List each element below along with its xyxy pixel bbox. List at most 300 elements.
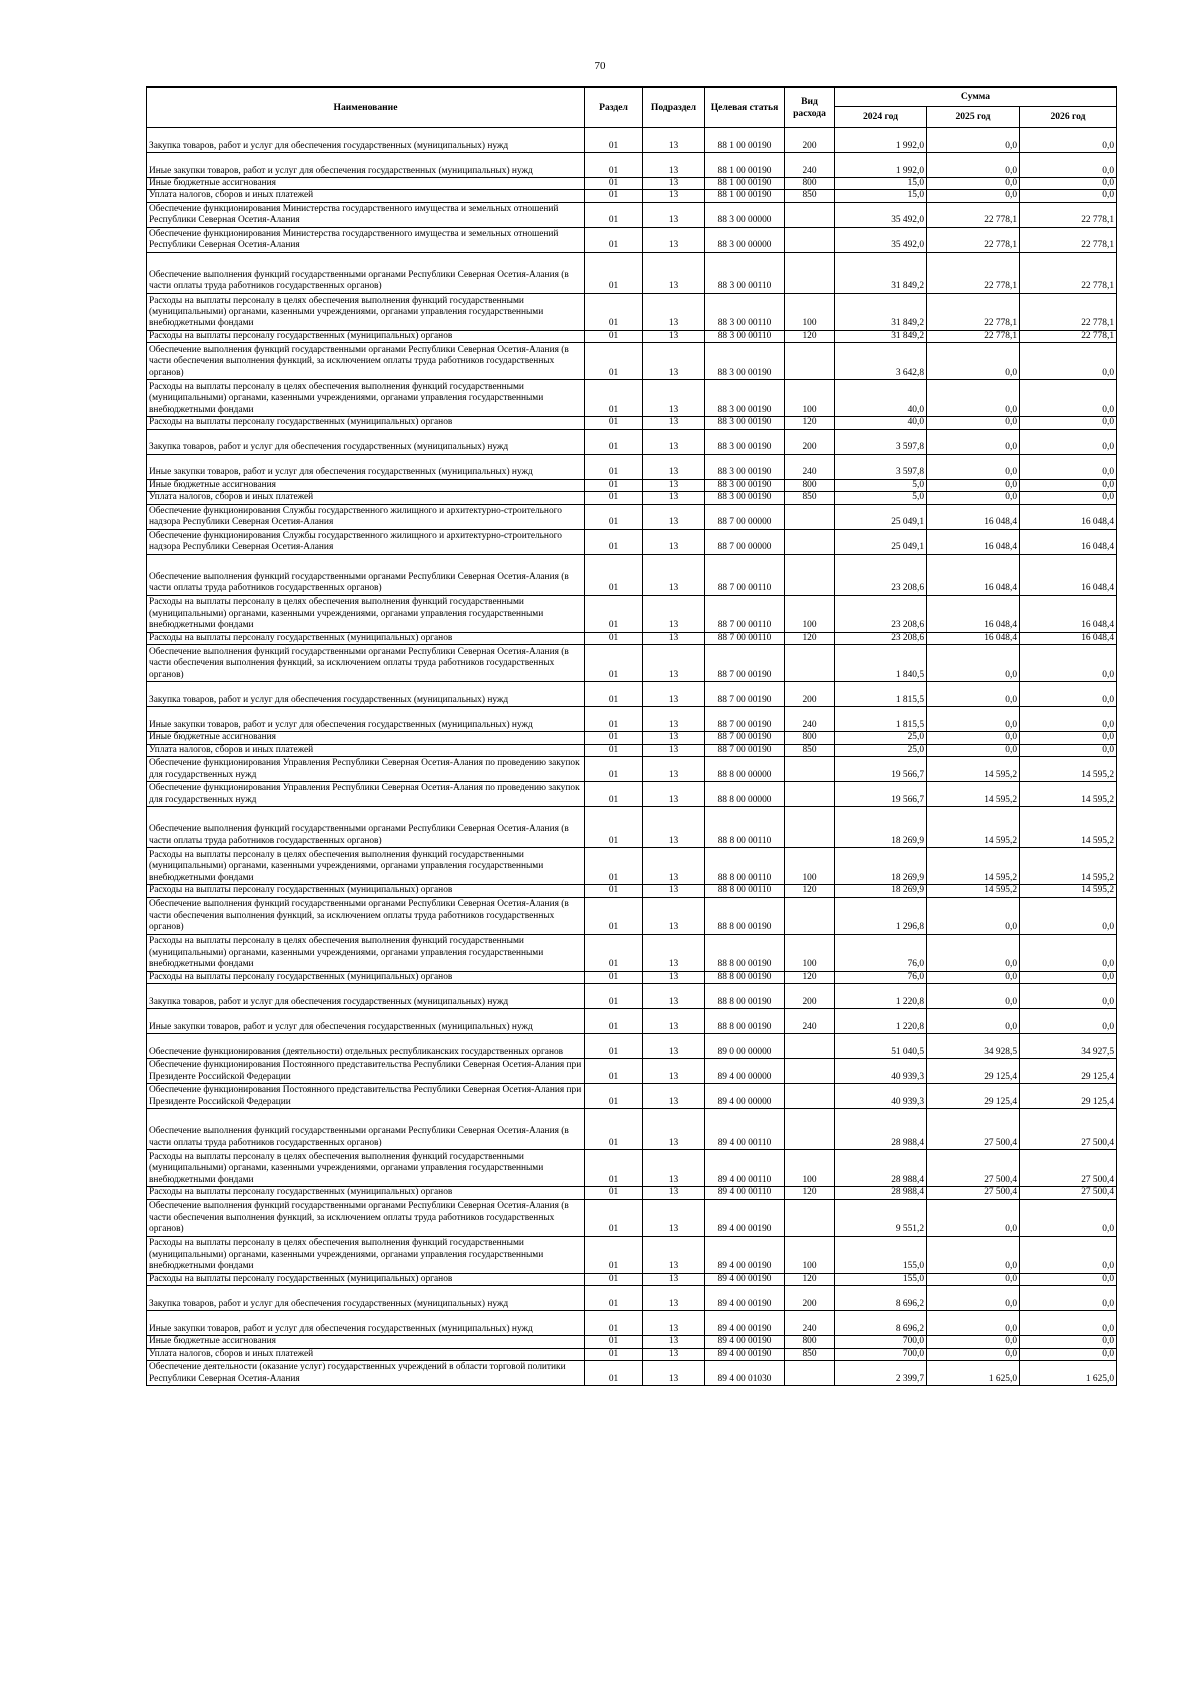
cell-subsection: 13 bbox=[643, 293, 705, 330]
cell-2024: 23 208,6 bbox=[835, 595, 927, 632]
cell-2024: 2 399,7 bbox=[835, 1361, 927, 1386]
table-row bbox=[147, 848, 1117, 885]
cell-2026: 0,0 bbox=[1020, 645, 1117, 682]
cell-subsection: 13 bbox=[643, 202, 705, 227]
cell-target: 88 7 00 00190 bbox=[705, 682, 785, 707]
cell-target: 89 4 00 01030 bbox=[705, 1361, 785, 1386]
table-row bbox=[147, 934, 1117, 971]
cell-name: Расходы на выплаты персоналу в целях обеспечения выполнения функций государственными (муниципальными) органами, казенными учреждениями, органами управления государственными внебюджетными фондами bbox=[147, 595, 585, 632]
cell-target: 89 4 00 00000 bbox=[705, 1059, 785, 1084]
table-row bbox=[147, 529, 1117, 554]
cell-target: 88 8 00 00110 bbox=[705, 848, 785, 885]
cell-kind: 100 bbox=[785, 293, 835, 330]
cell-2026: 0,0 bbox=[1020, 1311, 1117, 1336]
cell-subsection: 13 bbox=[643, 848, 705, 885]
cell-kind: 120 bbox=[785, 330, 835, 342]
cell-target: 88 3 00 00110 bbox=[705, 293, 785, 330]
cell-name: Обеспечение выполнения функций государственными органами Республики Северная Осетия-Алания (в части обеспечения выполнения функций, за исключением оплаты труда работников государственных органов) bbox=[147, 645, 585, 682]
cell-kind: 120 bbox=[785, 971, 835, 983]
cell-target: 89 4 00 00190 bbox=[705, 1273, 785, 1285]
cell-2025: 14 595,2 bbox=[927, 848, 1020, 885]
cell-2026: 22 778,1 bbox=[1020, 227, 1117, 252]
cell-subsection: 13 bbox=[643, 1273, 705, 1285]
cell-subsection: 13 bbox=[643, 504, 705, 529]
cell-2025: 0,0 bbox=[927, 645, 1020, 682]
cell-subsection: 13 bbox=[643, 330, 705, 342]
cell-kind: 200 bbox=[785, 682, 835, 707]
cell-name: Расходы на выплаты персоналу в целях обеспечения выполнения функций государственными (муниципальными) органами, казенными учреждениями, органами управления государственными внебюджетными фондами bbox=[147, 1150, 585, 1187]
cell-target: 88 3 00 00000 bbox=[705, 227, 785, 252]
cell-2025: 16 048,4 bbox=[927, 504, 1020, 529]
cell-2026: 14 595,2 bbox=[1020, 807, 1117, 848]
cell-name: Расходы на выплаты персоналу государственных (муниципальных) органов bbox=[147, 632, 585, 644]
cell-target: 89 4 00 00190 bbox=[705, 1199, 785, 1236]
cell-kind bbox=[785, 504, 835, 529]
cell-2025: 0,0 bbox=[927, 707, 1020, 732]
cell-kind: 240 bbox=[785, 707, 835, 732]
cell-subsection: 13 bbox=[643, 1009, 705, 1034]
cell-2024: 28 988,4 bbox=[835, 1109, 927, 1150]
cell-2024: 9 551,2 bbox=[835, 1199, 927, 1236]
cell-2026: 27 500,4 bbox=[1020, 1187, 1117, 1199]
cell-subsection: 13 bbox=[643, 984, 705, 1009]
cell-2026: 0,0 bbox=[1020, 744, 1117, 756]
cell-subsection: 13 bbox=[643, 153, 705, 178]
cell-kind: 240 bbox=[785, 454, 835, 479]
header-2025: 2025 год bbox=[927, 107, 1020, 128]
cell-name: Расходы на выплаты персоналу государственных (муниципальных) органов bbox=[147, 330, 585, 342]
cell-subsection: 13 bbox=[643, 1336, 705, 1348]
cell-name: Обеспечение функционирования (деятельности) отдельных республиканских государственных органов bbox=[147, 1034, 585, 1059]
cell-2024: 1 840,5 bbox=[835, 645, 927, 682]
cell-subsection: 13 bbox=[643, 682, 705, 707]
cell-target: 88 7 00 00190 bbox=[705, 707, 785, 732]
cell-kind bbox=[785, 554, 835, 595]
cell-kind: 800 bbox=[785, 178, 835, 190]
cell-2024: 25 049,1 bbox=[835, 504, 927, 529]
cell-name: Обеспечение функционирования Постоянного представительства Республики Северная Осетия-Алания при Президенте Российской Федерации bbox=[147, 1084, 585, 1109]
cell-target: 89 4 00 00110 bbox=[705, 1109, 785, 1150]
cell-subsection: 13 bbox=[643, 1059, 705, 1084]
cell-name: Обеспечение выполнения функций государственными органами Республики Северная Осетия-Алания (в части оплаты труда работников государственных органов) bbox=[147, 252, 585, 293]
cell-2024: 1 220,8 bbox=[835, 1009, 927, 1034]
cell-kind: 800 bbox=[785, 732, 835, 744]
cell-2024: 3 597,8 bbox=[835, 429, 927, 454]
cell-2026: 0,0 bbox=[1020, 429, 1117, 454]
cell-name: Иные бюджетные ассигнования bbox=[147, 178, 585, 190]
table-row bbox=[147, 1109, 1117, 1150]
cell-section: 01 bbox=[585, 1059, 643, 1084]
cell-name: Расходы на выплаты персоналу государственных (муниципальных) органов bbox=[147, 971, 585, 983]
cell-2025: 0,0 bbox=[927, 971, 1020, 983]
cell-2026: 1 625,0 bbox=[1020, 1361, 1117, 1386]
cell-2026: 0,0 bbox=[1020, 1273, 1117, 1285]
cell-target: 89 4 00 00190 bbox=[705, 1336, 785, 1348]
cell-2026: 16 048,4 bbox=[1020, 554, 1117, 595]
cell-name: Обеспечение функционирования Управления Республики Северная Осетия-Алания по проведению закупок для государственных нужд bbox=[147, 757, 585, 782]
cell-target: 88 3 00 00110 bbox=[705, 252, 785, 293]
cell-target: 89 4 00 00190 bbox=[705, 1311, 785, 1336]
table-row bbox=[147, 595, 1117, 632]
cell-name: Иные закупки товаров, работ и услуг для обеспечения государственных (муниципальных) нужд bbox=[147, 1009, 585, 1034]
table-row bbox=[147, 128, 1117, 153]
cell-kind: 100 bbox=[785, 595, 835, 632]
cell-name: Обеспечение функционирования Министерства государственного имущества и земельных отношений Республики Северная Осетия-Алания bbox=[147, 202, 585, 227]
cell-subsection: 13 bbox=[643, 1109, 705, 1150]
table-row bbox=[147, 1187, 1117, 1199]
cell-2024: 19 566,7 bbox=[835, 782, 927, 807]
cell-2024: 1 296,8 bbox=[835, 897, 927, 934]
cell-target: 89 0 00 00000 bbox=[705, 1034, 785, 1059]
table-row bbox=[147, 252, 1117, 293]
header-kind: Вид расхода bbox=[785, 87, 835, 128]
cell-kind: 120 bbox=[785, 417, 835, 429]
cell-2026: 0,0 bbox=[1020, 178, 1117, 190]
cell-section: 01 bbox=[585, 454, 643, 479]
cell-target: 88 7 00 00000 bbox=[705, 529, 785, 554]
cell-subsection: 13 bbox=[643, 227, 705, 252]
cell-name: Обеспечение выполнения функций государственными органами Республики Северная Осетия-Алания (в части обеспечения выполнения функций, за исключением оплаты труда работников государственных органов) bbox=[147, 343, 585, 380]
cell-kind bbox=[785, 807, 835, 848]
header-name: Наименование bbox=[147, 87, 585, 128]
cell-subsection: 13 bbox=[643, 190, 705, 202]
cell-kind: 120 bbox=[785, 1187, 835, 1199]
cell-2026: 0,0 bbox=[1020, 492, 1117, 504]
table-row bbox=[147, 707, 1117, 732]
cell-2024: 25,0 bbox=[835, 744, 927, 756]
cell-name: Обеспечение выполнения функций государственными органами Республики Северная Осетия-Алания (в части оплаты труда работников государственных органов) bbox=[147, 1109, 585, 1150]
cell-section: 01 bbox=[585, 1199, 643, 1236]
table-row bbox=[147, 757, 1117, 782]
cell-subsection: 13 bbox=[643, 1286, 705, 1311]
cell-2026: 0,0 bbox=[1020, 934, 1117, 971]
cell-2025: 0,0 bbox=[927, 178, 1020, 190]
cell-subsection: 13 bbox=[643, 479, 705, 491]
cell-2026: 0,0 bbox=[1020, 417, 1117, 429]
cell-target: 88 7 00 00190 bbox=[705, 732, 785, 744]
cell-kind: 200 bbox=[785, 429, 835, 454]
cell-section: 01 bbox=[585, 227, 643, 252]
cell-section: 01 bbox=[585, 190, 643, 202]
cell-2024: 40 939,3 bbox=[835, 1084, 927, 1109]
cell-kind bbox=[785, 1034, 835, 1059]
cell-name: Иные бюджетные ассигнования bbox=[147, 1336, 585, 1348]
cell-name: Обеспечение выполнения функций государственными органами Республики Северная Осетия-Алания (в части оплаты труда работников государственных органов) bbox=[147, 807, 585, 848]
cell-2024: 5,0 bbox=[835, 479, 927, 491]
cell-2025: 0,0 bbox=[927, 984, 1020, 1009]
cell-subsection: 13 bbox=[643, 554, 705, 595]
cell-name: Расходы на выплаты персоналу государственных (муниципальных) органов bbox=[147, 417, 585, 429]
cell-name: Закупка товаров, работ и услуг для обеспечения государственных (муниципальных) нужд bbox=[147, 984, 585, 1009]
cell-name: Иные закупки товаров, работ и услуг для обеспечения государственных (муниципальных) нужд bbox=[147, 454, 585, 479]
cell-2025: 16 048,4 bbox=[927, 632, 1020, 644]
cell-2026: 0,0 bbox=[1020, 707, 1117, 732]
cell-section: 01 bbox=[585, 178, 643, 190]
cell-2025: 0,0 bbox=[927, 429, 1020, 454]
table-row bbox=[147, 1348, 1117, 1360]
cell-2024: 3 642,8 bbox=[835, 343, 927, 380]
cell-kind: 800 bbox=[785, 479, 835, 491]
cell-name: Обеспечение функционирования Постоянного представительства Республики Северная Осетия-Алания при Президенте Российской Федерации bbox=[147, 1059, 585, 1084]
cell-2024: 8 696,2 bbox=[835, 1311, 927, 1336]
table-row bbox=[147, 632, 1117, 644]
cell-section: 01 bbox=[585, 732, 643, 744]
table-row bbox=[147, 1059, 1117, 1084]
cell-target: 88 8 00 00190 bbox=[705, 984, 785, 1009]
cell-target: 88 8 00 00110 bbox=[705, 885, 785, 897]
table-header bbox=[147, 87, 1117, 128]
cell-name: Расходы на выплаты персоналу в целях обеспечения выполнения функций государственными (муниципальными) органами, казенными учреждениями, органами управления государственными внебюджетными фондами bbox=[147, 848, 585, 885]
cell-section: 01 bbox=[585, 330, 643, 342]
cell-subsection: 13 bbox=[643, 1034, 705, 1059]
table-row bbox=[147, 504, 1117, 529]
cell-2024: 31 849,2 bbox=[835, 252, 927, 293]
cell-target: 88 8 00 00190 bbox=[705, 897, 785, 934]
cell-target: 88 7 00 00190 bbox=[705, 744, 785, 756]
table-row bbox=[147, 190, 1117, 202]
cell-2025: 0,0 bbox=[927, 897, 1020, 934]
cell-subsection: 13 bbox=[643, 128, 705, 153]
table-row bbox=[147, 227, 1117, 252]
cell-2025: 22 778,1 bbox=[927, 293, 1020, 330]
cell-2026: 0,0 bbox=[1020, 682, 1117, 707]
cell-2024: 23 208,6 bbox=[835, 554, 927, 595]
cell-2026: 22 778,1 bbox=[1020, 330, 1117, 342]
table-row bbox=[147, 202, 1117, 227]
cell-2024: 31 849,2 bbox=[835, 330, 927, 342]
cell-name: Закупка товаров, работ и услуг для обеспечения государственных (муниципальных) нужд bbox=[147, 682, 585, 707]
cell-2025: 16 048,4 bbox=[927, 595, 1020, 632]
cell-section: 01 bbox=[585, 782, 643, 807]
cell-subsection: 13 bbox=[643, 1199, 705, 1236]
cell-2026: 0,0 bbox=[1020, 128, 1117, 153]
cell-2024: 15,0 bbox=[835, 178, 927, 190]
cell-section: 01 bbox=[585, 744, 643, 756]
cell-2025: 0,0 bbox=[927, 417, 1020, 429]
cell-subsection: 13 bbox=[643, 632, 705, 644]
cell-section: 01 bbox=[585, 202, 643, 227]
cell-name: Иные закупки товаров, работ и услуг для обеспечения государственных (муниципальных) нужд bbox=[147, 153, 585, 178]
cell-2026: 0,0 bbox=[1020, 454, 1117, 479]
cell-2024: 18 269,9 bbox=[835, 807, 927, 848]
cell-section: 01 bbox=[585, 417, 643, 429]
cell-2026: 0,0 bbox=[1020, 153, 1117, 178]
cell-kind bbox=[785, 343, 835, 380]
cell-target: 88 7 00 00110 bbox=[705, 632, 785, 644]
cell-target: 88 7 00 00110 bbox=[705, 595, 785, 632]
cell-2025: 0,0 bbox=[927, 479, 1020, 491]
cell-subsection: 13 bbox=[643, 1361, 705, 1386]
cell-kind: 120 bbox=[785, 885, 835, 897]
cell-2025: 29 125,4 bbox=[927, 1084, 1020, 1109]
cell-2025: 0,0 bbox=[927, 1273, 1020, 1285]
cell-target: 89 4 00 00110 bbox=[705, 1150, 785, 1187]
cell-2026: 0,0 bbox=[1020, 479, 1117, 491]
cell-2025: 0,0 bbox=[927, 454, 1020, 479]
cell-2025: 0,0 bbox=[927, 1348, 1020, 1360]
cell-target: 88 3 00 00110 bbox=[705, 330, 785, 342]
table-row bbox=[147, 1084, 1117, 1109]
cell-target: 88 3 00 00190 bbox=[705, 454, 785, 479]
cell-subsection: 13 bbox=[643, 897, 705, 934]
cell-name: Закупка товаров, работ и услуг для обеспечения государственных (муниципальных) нужд bbox=[147, 1286, 585, 1311]
cell-target: 88 1 00 00190 bbox=[705, 153, 785, 178]
cell-2024: 1 992,0 bbox=[835, 153, 927, 178]
cell-kind: 240 bbox=[785, 1311, 835, 1336]
cell-2025: 14 595,2 bbox=[927, 757, 1020, 782]
cell-section: 01 bbox=[585, 757, 643, 782]
cell-2026: 22 778,1 bbox=[1020, 252, 1117, 293]
cell-subsection: 13 bbox=[643, 757, 705, 782]
cell-kind: 850 bbox=[785, 1348, 835, 1360]
cell-2024: 155,0 bbox=[835, 1236, 927, 1273]
cell-section: 01 bbox=[585, 1311, 643, 1336]
cell-name: Закупка товаров, работ и услуг для обеспечения государственных (муниципальных) нужд bbox=[147, 128, 585, 153]
cell-subsection: 13 bbox=[643, 1236, 705, 1273]
cell-kind: 100 bbox=[785, 1150, 835, 1187]
cell-kind: 240 bbox=[785, 1009, 835, 1034]
cell-2024: 40,0 bbox=[835, 417, 927, 429]
cell-subsection: 13 bbox=[643, 417, 705, 429]
cell-name: Обеспечение деятельности (оказание услуг) государственных учреждений в области торговой политики Республики Северная Осетия-Алания bbox=[147, 1361, 585, 1386]
table-body bbox=[147, 128, 1117, 1386]
header-sum: Сумма bbox=[835, 87, 1117, 107]
cell-2026: 0,0 bbox=[1020, 343, 1117, 380]
cell-section: 01 bbox=[585, 1361, 643, 1386]
table-row bbox=[147, 380, 1117, 417]
cell-target: 88 3 00 00190 bbox=[705, 479, 785, 491]
table-row bbox=[147, 554, 1117, 595]
cell-2026: 14 595,2 bbox=[1020, 885, 1117, 897]
cell-target: 88 8 00 00190 bbox=[705, 971, 785, 983]
cell-section: 01 bbox=[585, 153, 643, 178]
cell-section: 01 bbox=[585, 1109, 643, 1150]
cell-kind: 100 bbox=[785, 380, 835, 417]
cell-subsection: 13 bbox=[643, 529, 705, 554]
cell-2026: 16 048,4 bbox=[1020, 529, 1117, 554]
cell-target: 88 3 00 00190 bbox=[705, 380, 785, 417]
cell-name: Расходы на выплаты персоналу государственных (муниципальных) органов bbox=[147, 1187, 585, 1199]
cell-section: 01 bbox=[585, 682, 643, 707]
table-row bbox=[147, 1311, 1117, 1336]
cell-kind bbox=[785, 757, 835, 782]
cell-kind bbox=[785, 1109, 835, 1150]
cell-section: 01 bbox=[585, 934, 643, 971]
cell-kind: 200 bbox=[785, 128, 835, 153]
cell-2024: 40,0 bbox=[835, 380, 927, 417]
cell-section: 01 bbox=[585, 595, 643, 632]
cell-2026: 0,0 bbox=[1020, 190, 1117, 202]
header-target: Целевая статья bbox=[705, 87, 785, 128]
cell-target: 88 8 00 00000 bbox=[705, 757, 785, 782]
cell-name: Обеспечение функционирования Службы государственного жилищного и архитектурно-строительного надзора Республики Северная Осетия-Алания bbox=[147, 529, 585, 554]
cell-2024: 5,0 bbox=[835, 492, 927, 504]
cell-kind bbox=[785, 1059, 835, 1084]
cell-name: Иные бюджетные ассигнования bbox=[147, 479, 585, 491]
table-row bbox=[147, 1336, 1117, 1348]
cell-2026: 0,0 bbox=[1020, 1199, 1117, 1236]
cell-2025: 0,0 bbox=[927, 744, 1020, 756]
cell-name: Обеспечение функционирования Службы государственного жилищного и архитектурно-строительного надзора Республики Северная Осетия-Алания bbox=[147, 504, 585, 529]
table-row bbox=[147, 330, 1117, 342]
cell-target: 89 4 00 00000 bbox=[705, 1084, 785, 1109]
cell-2024: 35 492,0 bbox=[835, 202, 927, 227]
cell-section: 01 bbox=[585, 984, 643, 1009]
table-row bbox=[147, 417, 1117, 429]
cell-subsection: 13 bbox=[643, 732, 705, 744]
cell-2025: 0,0 bbox=[927, 1236, 1020, 1273]
cell-name: Обеспечение выполнения функций государственными органами Республики Северная Осетия-Алания (в части обеспечения выполнения функций, за исключением оплаты труда работников государственных органов) bbox=[147, 897, 585, 934]
cell-section: 01 bbox=[585, 429, 643, 454]
budget-table bbox=[146, 86, 1117, 1386]
cell-name: Расходы на выплаты персоналу государственных (муниципальных) органов bbox=[147, 885, 585, 897]
cell-2025: 16 048,4 bbox=[927, 554, 1020, 595]
cell-2024: 1 992,0 bbox=[835, 128, 927, 153]
table-row bbox=[147, 1009, 1117, 1034]
cell-section: 01 bbox=[585, 504, 643, 529]
table-row bbox=[147, 1273, 1117, 1285]
cell-2024: 1 815,5 bbox=[835, 707, 927, 732]
cell-2025: 0,0 bbox=[927, 732, 1020, 744]
cell-section: 01 bbox=[585, 632, 643, 644]
cell-subsection: 13 bbox=[643, 252, 705, 293]
cell-kind: 850 bbox=[785, 492, 835, 504]
cell-name: Иные закупки товаров, работ и услуг для обеспечения государственных (муниципальных) нужд bbox=[147, 707, 585, 732]
cell-target: 88 1 00 00190 bbox=[705, 190, 785, 202]
cell-section: 01 bbox=[585, 1009, 643, 1034]
cell-2026: 0,0 bbox=[1020, 1286, 1117, 1311]
cell-section: 01 bbox=[585, 529, 643, 554]
cell-section: 01 bbox=[585, 885, 643, 897]
cell-section: 01 bbox=[585, 1348, 643, 1360]
cell-2025: 0,0 bbox=[927, 1336, 1020, 1348]
cell-target: 88 8 00 00000 bbox=[705, 782, 785, 807]
cell-kind: 850 bbox=[785, 744, 835, 756]
cell-section: 01 bbox=[585, 554, 643, 595]
cell-2026: 29 125,4 bbox=[1020, 1084, 1117, 1109]
cell-2024: 76,0 bbox=[835, 971, 927, 983]
table-row bbox=[147, 178, 1117, 190]
cell-name: Уплата налогов, сборов и иных платежей bbox=[147, 1348, 585, 1360]
cell-2025: 0,0 bbox=[927, 343, 1020, 380]
cell-2024: 15,0 bbox=[835, 190, 927, 202]
cell-name: Расходы на выплаты персоналу в целях обеспечения выполнения функций государственными (муниципальными) органами, казенными учреждениями, органами управления государственными внебюджетными фондами bbox=[147, 1236, 585, 1273]
cell-section: 01 bbox=[585, 1084, 643, 1109]
table-row bbox=[147, 984, 1117, 1009]
cell-2026: 14 595,2 bbox=[1020, 782, 1117, 807]
cell-2024: 28 988,4 bbox=[835, 1187, 927, 1199]
table-row bbox=[147, 782, 1117, 807]
header-2026: 2026 год bbox=[1020, 107, 1117, 128]
page-number: 70 bbox=[594, 60, 606, 72]
cell-subsection: 13 bbox=[643, 595, 705, 632]
cell-kind: 200 bbox=[785, 1286, 835, 1311]
table-row bbox=[147, 971, 1117, 983]
cell-2025: 22 778,1 bbox=[927, 227, 1020, 252]
cell-2024: 35 492,0 bbox=[835, 227, 927, 252]
cell-target: 88 1 00 00190 bbox=[705, 178, 785, 190]
cell-target: 88 1 00 00190 bbox=[705, 128, 785, 153]
cell-2026: 0,0 bbox=[1020, 984, 1117, 1009]
cell-target: 88 7 00 00190 bbox=[705, 645, 785, 682]
cell-2025: 0,0 bbox=[927, 1009, 1020, 1034]
table-row bbox=[147, 429, 1117, 454]
cell-2025: 0,0 bbox=[927, 1199, 1020, 1236]
cell-subsection: 13 bbox=[643, 1187, 705, 1199]
cell-name: Расходы на выплаты персоналу государственных (муниципальных) органов bbox=[147, 1273, 585, 1285]
cell-2024: 700,0 bbox=[835, 1336, 927, 1348]
cell-section: 01 bbox=[585, 293, 643, 330]
